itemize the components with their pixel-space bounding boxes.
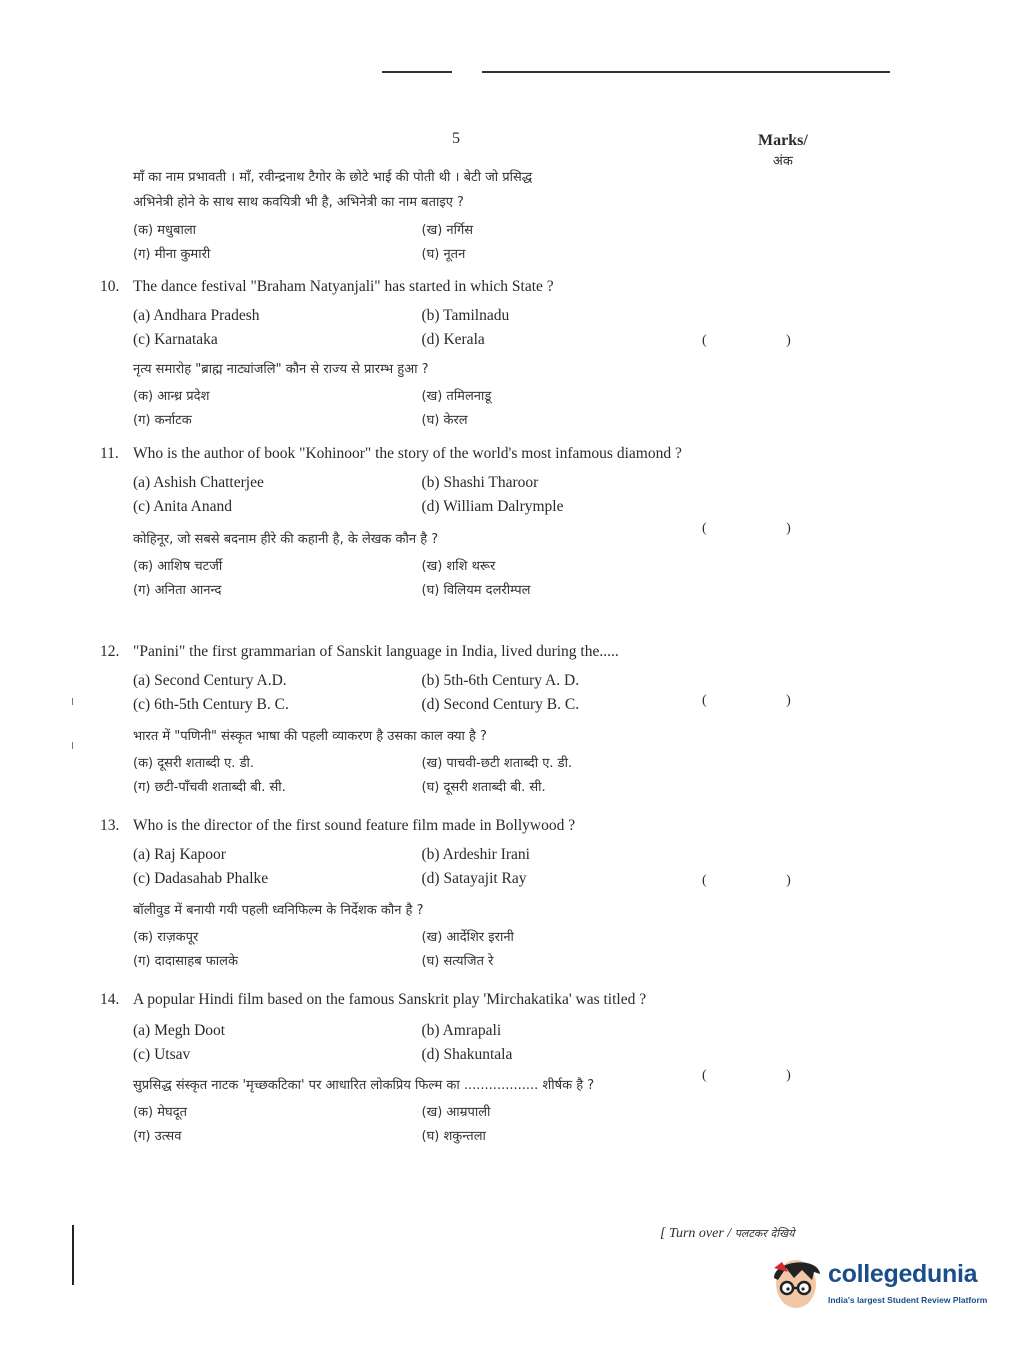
option: (b) Amrapali — [421, 1021, 502, 1039]
option-hi: (ग) कर्नाटक — [133, 412, 192, 428]
option: (d) Kerala — [421, 331, 485, 348]
header-rule-left — [382, 71, 452, 73]
option-hi: (क) आशिष चटर्जी — [133, 558, 223, 574]
option-hi: (ग) दादासाहब फालके — [133, 953, 238, 969]
question-text: The dance festival "Braham Natyanjali" has started in which State ? — [133, 278, 554, 295]
question-9-hindi-text: माँ का नाम प्रभावती । माँ, रवीन्द्रनाथ टैगोर के छोटे भाई की पोती थी । बेटी जो प्रसिद्ध अभिनेत्री होने के साथ साथ कवयित्री भी है, अभिनेत्री का नाम बताइए ? — [133, 170, 533, 210]
option: (c) 6th-5th Century B. C. — [133, 696, 289, 713]
question-hindi-text: बॉलीवुड में बनायी गयी पहली ध्वनिफिल्म के निर्देशक कौन है ? — [133, 902, 424, 918]
option: (c) Anita Anand — [133, 498, 233, 515]
turn-over-text: [ Turn over / — [660, 1226, 732, 1241]
option: (a) Megh Doot — [133, 1021, 226, 1039]
option-hi: (ग) मीना कुमारी — [133, 246, 211, 262]
answer-box[interactable]: ( ) — [702, 521, 829, 536]
collegedunia-logo[interactable] — [768, 1254, 993, 1314]
option-hi: (घ) केरल — [421, 412, 468, 428]
question-11 — [100, 442, 710, 603]
question-10 — [100, 275, 710, 433]
question-options — [133, 304, 710, 353]
question-text: "Panini" the first grammarian of Sanskit language in India, lived during the..... — [133, 643, 619, 660]
option-hi: (ग) उत्सव — [133, 1128, 182, 1144]
turn-over-text-hindi: पलटकर देखिये — [734, 1227, 795, 1240]
option-hi: (ग) अनिता आनन्द — [133, 582, 222, 598]
logo-tagline: India's largest Student Review Platform — [828, 1295, 988, 1305]
question-options — [133, 471, 710, 520]
question-number: 14. — [100, 991, 120, 1008]
question-12 — [100, 640, 710, 800]
option: (b) Shashi Tharoor — [421, 473, 539, 491]
option-hi: (क) मेघदूत — [133, 1104, 188, 1120]
question-hindi-options — [133, 926, 710, 974]
option: (d) Shakuntala — [421, 1046, 513, 1063]
option: (a) Raj Kapoor — [133, 845, 226, 863]
option: (a) Second Century A.D. — [133, 671, 287, 689]
marks-label-hindi: अंक — [772, 154, 793, 169]
question-number: 13. — [100, 817, 120, 834]
question-text: Who is the director of the first sound feature film made in Bollywood ? — [133, 817, 576, 834]
marks-label: Marks/ — [758, 132, 808, 149]
option: (c) Dadasahab Phalke — [133, 870, 269, 887]
option: (d) Second Century B. C. — [421, 696, 580, 713]
option-hi: (घ) नूतन — [421, 246, 466, 262]
question-hindi-options — [133, 1101, 710, 1149]
marks-header — [758, 130, 808, 172]
option-hi: (घ) सत्यजित रे — [421, 953, 494, 969]
question-number: 10. — [100, 278, 120, 295]
option: (b) 5th-6th Century A. D. — [421, 671, 580, 689]
question-number: 11. — [100, 445, 119, 462]
question-options — [133, 843, 710, 892]
answer-box[interactable]: ( ) — [702, 333, 829, 348]
option-hi: (ख) नर्गिस — [421, 222, 474, 238]
option-hi: (क) आन्ध्र प्रदेश — [133, 388, 210, 404]
option-hi: (ग) छटी-पाँचवी शताब्दी बी. सी. — [133, 779, 286, 795]
option: (b) Ardeshir Irani — [421, 845, 530, 863]
question-options — [133, 1019, 710, 1068]
question-9-continued — [100, 166, 710, 267]
option-hi: (ख) पाचवी-छटी शताब्दी ए. डी. — [421, 755, 573, 771]
option-hi: (ख) आम्रपाली — [421, 1104, 491, 1120]
answer-box[interactable]: ( ) — [702, 1068, 829, 1083]
question-options — [133, 669, 710, 718]
margin-rule — [72, 1225, 74, 1285]
mascot-icon — [768, 1254, 824, 1314]
option-hi: (घ) दूसरी शताब्दी बी. सी. — [421, 779, 546, 795]
question-text: A popular Hindi film based on the famous Sanskrit play 'Mirchakatika' was titled ? — [133, 991, 647, 1008]
question-hindi-options — [133, 385, 710, 433]
question-number: 12. — [100, 643, 120, 660]
option-hi: (क) दूसरी शताब्दी ए. डी. — [133, 755, 255, 771]
option-hi: (घ) शकुन्तला — [421, 1128, 486, 1144]
question-hindi-text: कोहिनूर, जो सबसे बदनाम हीरे की कहानी है, के लेखक कौन है ? — [133, 531, 439, 547]
option: (a) Andhara Pradesh — [133, 306, 260, 324]
question-9-hindi-options — [133, 219, 710, 267]
option: (d) Satayajit Ray — [421, 870, 527, 887]
option-hi: (क) मधुबाला — [133, 222, 196, 238]
question-hindi-options — [133, 555, 710, 603]
option-hi: (क) राज़कपूर — [133, 929, 199, 945]
option-hi: (घ) विलियम दलरीम्पल — [421, 582, 531, 598]
option-hi: (ख) तमिलनाडू — [421, 388, 492, 404]
question-hindi-text: नृत्य समारोह "ब्राह्म नाट्यांजलि" कौन से राज्य से प्रारम्भ हुआ ? — [133, 361, 429, 377]
question-text: Who is the author of book "Kohinoor" the story of the world's most infamous diamond ? — [133, 445, 682, 462]
question-hindi-text: भारत में "पणिनी" संस्कृत भाषा की पहली व्याकरण है उसका काल क्या है ? — [133, 728, 487, 744]
answer-box[interactable]: ( ) — [702, 693, 829, 708]
header-rule-right — [482, 71, 890, 73]
option: (d) William Dalrymple — [421, 498, 564, 515]
question-13 — [100, 814, 710, 974]
question-14 — [100, 988, 710, 1149]
option: (b) Tamilnadu — [421, 306, 510, 324]
margin-tick — [72, 698, 73, 705]
option: (a) Ashish Chatterjee — [133, 473, 264, 491]
logo-text: collegedunia — [828, 1260, 978, 1288]
answer-box[interactable]: ( ) — [702, 873, 829, 888]
option: (c) Utsav — [133, 1046, 191, 1063]
question-hindi-options — [133, 752, 710, 800]
page-number: 5 — [452, 130, 460, 147]
option-hi: (ख) शशि थरूर — [421, 558, 496, 574]
question-hindi-text: सुप्रसिद्ध संस्कृत नाटक 'मृच्छकटिका' पर आधारित लोकप्रिय फिल्म का .................. शीर्षक है ? — [133, 1077, 595, 1093]
option: (c) Karnataka — [133, 331, 218, 348]
margin-tick — [72, 742, 73, 749]
option-hi: (ख) आर्देशिर इरानी — [421, 929, 514, 945]
turn-over-note — [660, 1226, 794, 1242]
